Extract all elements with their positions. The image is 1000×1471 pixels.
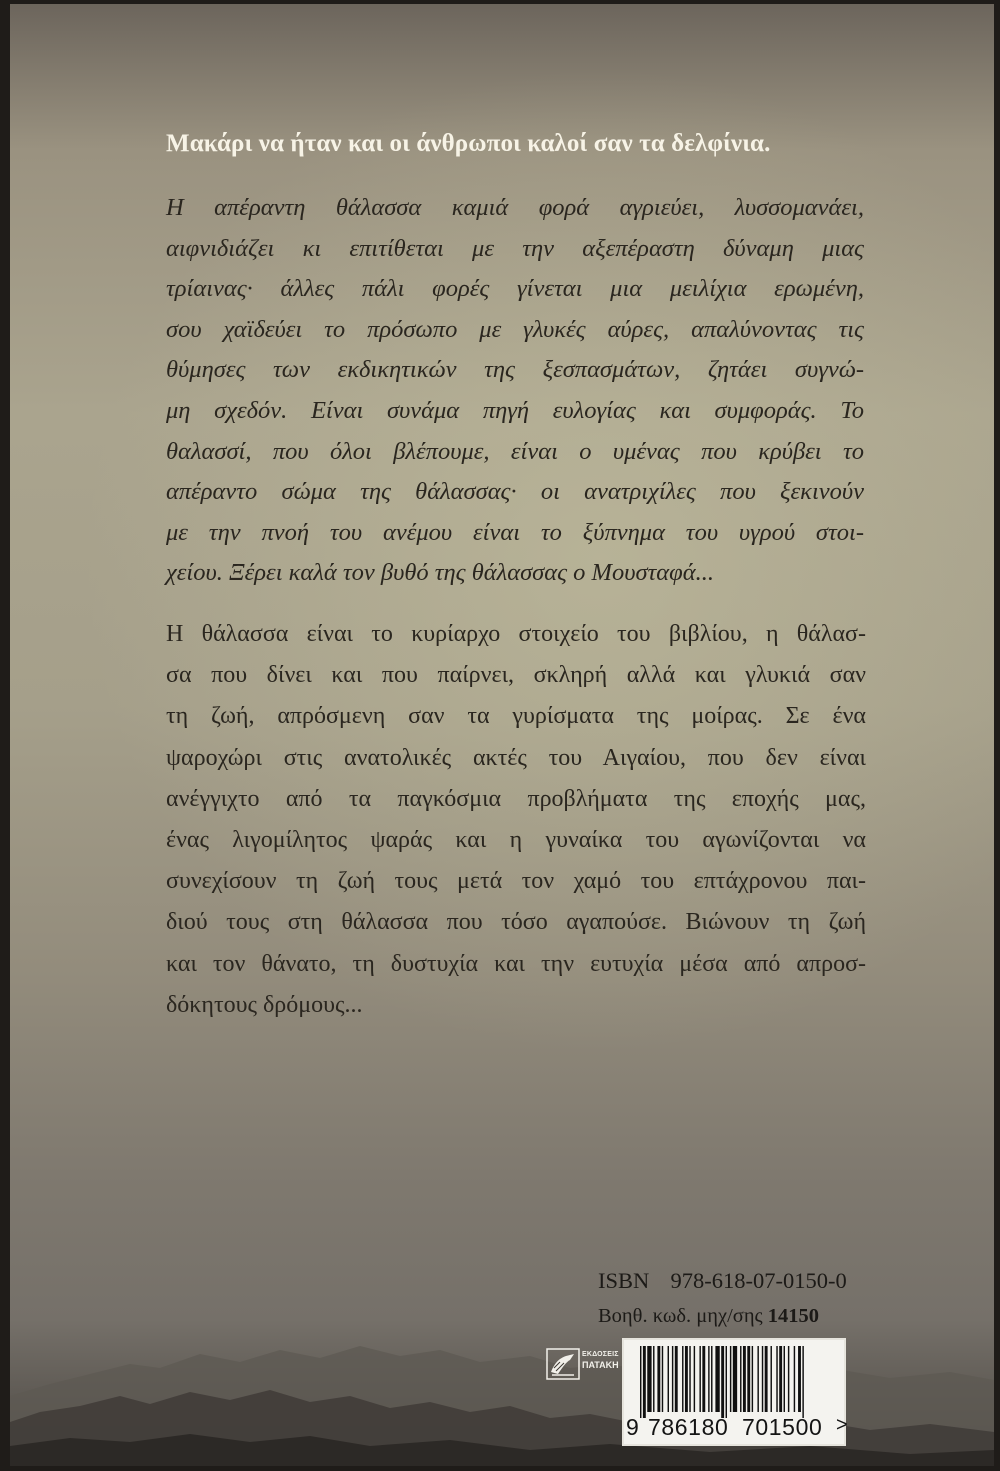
barcode-bars [630,1346,838,1418]
barcode-bar [730,1346,731,1412]
barcode-bar [784,1346,785,1412]
description-line: ανέγγιχτο από τα παγκόσμια προβλήματα της εποχής μας, [166,785,866,812]
excerpt-line: με την πνοή του ανέμου είναι το ξύπνημα του υγρού στοι- [166,518,864,546]
barcode-bar [757,1346,758,1412]
barcode-arrow: > [836,1414,849,1436]
barcode-bar [662,1346,663,1412]
barcode-bar [715,1346,719,1412]
barcode-bar [743,1346,746,1412]
barcode-bar [708,1346,709,1412]
barcode-bar [747,1346,750,1412]
isbn [598,1268,878,1294]
barcode-bar [779,1346,782,1412]
description-line: διού τους στη θάλασσα που τόσο αγαπούσε. Βιώνουν τη ζωή [166,909,866,936]
book-back-cover [10,4,994,1466]
barcode-bar [685,1346,688,1412]
barcode-bar [643,1346,646,1418]
barcode-bar [672,1346,673,1412]
barcode-bar [733,1346,737,1412]
excerpt-paragraph [166,188,864,594]
barcode-bar [647,1346,651,1412]
product-code [598,1305,898,1328]
publisher-line1: ΕΚΔΟΣΕΙΣ [582,1351,619,1358]
barcode-bar [771,1346,772,1412]
excerpt-line: αιφνιδιάζει κι επιτίθεται με την αξεπέραστη δύναμη μιας [166,234,864,262]
excerpt-line: τρίαινας· άλλες πάλι φορές γίνεται μια μειλίχια ερωμένη, [166,275,864,303]
isbn-number: 978-618-07-0150-0 [670,1268,847,1293]
excerpt-line: χείου. Ξέρει καλά τον βυθό της θάλασσας ο Μουσταφά... [166,559,714,587]
description-line: συνεχίσουν τη ζωή τους μετά τον χαμό του επτάχρονου παι- [166,868,866,895]
description-line: σα που δίνει και που παίρνει, σκληρή αλλά και γλυκιά σαν [166,662,866,689]
barcode-bar [668,1346,669,1412]
barcode-bar [657,1346,660,1412]
barcode-bar [762,1346,763,1412]
product-code-label: Βοηθ. κωδ. μηχ/σης [598,1305,763,1327]
excerpt-line: Η απέραντη θάλασσα καμιά φορά αγριεύει, λυσσομανάει, [166,194,864,221]
barcode-bar [640,1346,641,1418]
barcode [622,1338,849,1446]
barcode-group2: 701500 [742,1414,823,1440]
excerpt-line: σου χαϊδεύει το πρόσωπο με γλυκές αύρες, απαλύνοντας τις [166,315,864,343]
description-line: και τον θάνατο, τη δυστυχία και την ευτυχία μέσα από απροσ- [166,950,866,977]
barcode-bar [699,1346,700,1412]
barcode-first-digit: 9 [626,1414,640,1440]
description-line: τη ζωή, απρόσμενη σαν τα γυρίσματα της μοίρας. Σε ένα [166,703,866,730]
barcode-bar [726,1346,727,1418]
barcode-bar [752,1346,753,1412]
barcode-bar [765,1346,768,1412]
excerpt-line: θύμησες των εκδικητικών της ξεσπασμάτων, ζητάει συγνώ- [166,356,864,384]
tagline: Μακάρι να ήταν και οι άνθρωποι καλοί σαν τα δελφίνια. [166,130,771,157]
publisher-line2: ΠΑΤΑΚΗ [582,1360,619,1370]
barcode-group1: 786180 [648,1414,729,1440]
isbn-label: ISBN [598,1268,650,1293]
barcode-bar [721,1346,724,1418]
description-line: ψαροχώρι στις ανατολικές ακτές του Αιγαίου, που δεν είναι [166,744,866,771]
description-line: Η θάλασσα είναι το κυρίαρχο στοιχείο του βιβλίου, η θάλασ- [166,621,866,647]
barcode-bar [702,1346,705,1412]
description-line: δόκητους δρόμους... [166,991,363,1018]
publisher-logo [546,1344,618,1404]
barcode-bar [788,1346,789,1412]
excerpt-line: μη σχεδόν. Είναι συνάμα πηγή ευλογίας και συμφοράς. Το [166,396,864,424]
barcode-bar [682,1346,683,1412]
barcode-bar [694,1346,695,1412]
barcode-bar [711,1346,712,1412]
barcode-bar [675,1346,678,1412]
barcode-bar [798,1346,801,1412]
publisher-emblem-icon [546,1348,580,1380]
barcode-bar [653,1346,654,1412]
excerpt-line: απέραντο σώμα της θάλασσας· οι ανατριχίλες που ξεκινούν [166,478,864,506]
barcode-bar [794,1346,795,1412]
barcode-bar [802,1346,803,1418]
barcode-bar [776,1346,777,1412]
product-code-number: 14150 [767,1305,820,1327]
description-line: ένας λιγομίλητος ψαράς και η γυναίκα του αγωνίζονται να [166,827,866,854]
barcode-bar [689,1346,690,1412]
description-paragraph [166,614,866,1026]
barcode-bar [740,1346,741,1412]
excerpt-line: θαλασσί, που όλοι βλέπουμε, είναι ο υμένας που κρύβει το [166,437,864,465]
